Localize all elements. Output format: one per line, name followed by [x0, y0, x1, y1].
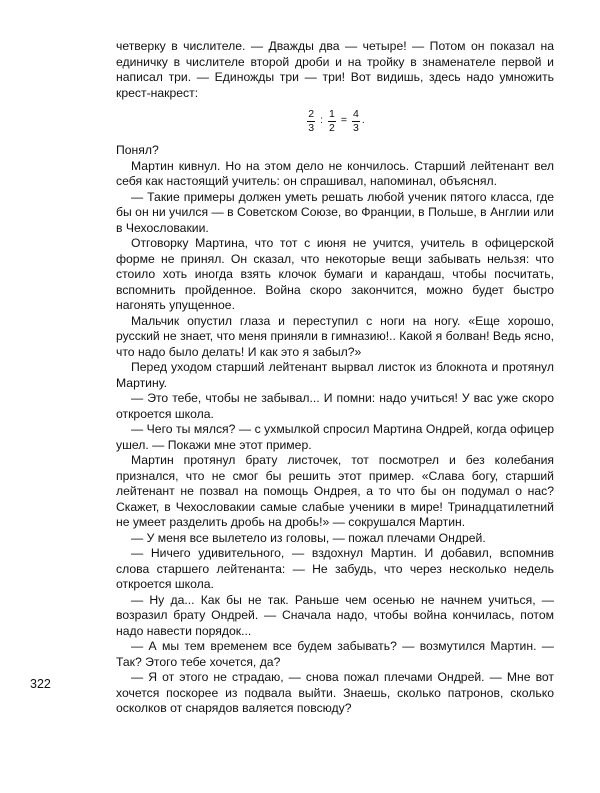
paragraph: — Ничего удивительного, — вздохнул Мартин. И добавил, вспомнив слова старшего лейтенанта: — Не забудь, что через несколько недель откроется школа.	[116, 546, 554, 591]
fraction-denominator: 3	[308, 121, 315, 134]
paragraph: четверку в числителе. — Дважды два — четыре! — Потом он показал на единичку в числителе второй дроби и на тройку в знаменателе первой и написал три. — Единожды три — три! Вот видишь, здесь надо умножить крест-накрест:	[116, 39, 554, 100]
paragraph: — Это тебе, чтобы не забывал... И помни: надо учиться! У вас уже скоро откроется школа.	[116, 391, 554, 421]
paragraph: — Такие примеры должен уметь решать любой ученик пятого класса, где бы он ни учился — в Советском Союзе, во Франции, в Польше, в Англии или в Чехословакии.	[116, 189, 554, 235]
fraction-formula	[116, 104, 554, 138]
paragraph: Мартин кивнул. Но на этом дело не кончилось. Старший лейтенант вел себя как настоящий учитель: он спрашивал, напоминал, объяснял.	[116, 158, 554, 188]
division-operator: :	[320, 114, 323, 127]
paragraph: Отговорку Мартина, что тот с июня не учится, учитель в офицерской форме не принял. Он сказал, что некоторые вещи забывать нельзя: что стоило хоть иногда взять клочок бумаги и карандаш, чтобы посчитать, вспомнить пройденное. Война скоро закончится, можно будет быстро нагонять упущенное.	[116, 236, 554, 312]
paragraph: Мальчик опустил глаза и переступил с ноги на ногу. «Еще хорошо, русский не знает, что меня приняли в гимназию!.. Какой я болван! Ведь ясно, что надо было делать! И как это я забыл?»	[116, 313, 554, 359]
paragraph: — Чего ты мялся? — с ухмылкой спросил Мартина Ондрей, когда офицер ушел. — Покажи мне этот пример.	[116, 422, 554, 452]
paragraph: Перед уходом старший лейтенант вырвал листок из блокнота и протянул Мартину.	[116, 360, 554, 390]
fraction-numerator: 1	[329, 107, 335, 120]
fraction-denominator: 2	[329, 121, 335, 134]
fraction-result	[352, 109, 360, 134]
fraction-denominator: 3	[352, 121, 359, 134]
paragraph: — Я от этого не страдаю, — снова пожал плечами Ондрей. — Мне вот хочется поскорее из подвала выйти. Знаешь, сколько патронов, сколько осколков от снарядов валяется повсюду?	[116, 670, 554, 715]
fraction-left	[307, 109, 315, 134]
equals-sign: =	[340, 114, 347, 127]
page-number: 322	[30, 677, 51, 691]
paragraph: — А мы тем временем все будем забывать? — возмутился Мартин. — Так? Этого тебе хочется, да?	[116, 639, 554, 669]
paragraph: — Ну да... Как бы не так. Раньше чем осенью не начнем учиться, — возразил брату Ондрей. — Сначала надо, чтобы война кончилась, потом надо навести порядок...	[116, 592, 554, 638]
fraction-right	[328, 109, 336, 134]
page-text	[116, 39, 554, 717]
fraction-numerator: 4	[352, 107, 359, 120]
paragraph: Мартин протянул брату листочек, тот посмотрел и без колебания признался, что не смог бы решить этот пример. «Слава богу, старший лейтенант не позвал на помощь Ондрея, а то что бы он подумал о нас? Скажет, в Чехословакии самые слабые ученики в мире! Тринадцатилетний не умеет разделить дробь на дробь!» — сокрушался Мартин.	[116, 453, 554, 529]
paragraph: Понял?	[116, 143, 159, 157]
formula-period: .	[361, 114, 365, 127]
paragraph: — У меня все вылетело из головы, — пожал плечами Ондрей.	[131, 530, 486, 545]
fraction-numerator: 2	[308, 107, 315, 120]
